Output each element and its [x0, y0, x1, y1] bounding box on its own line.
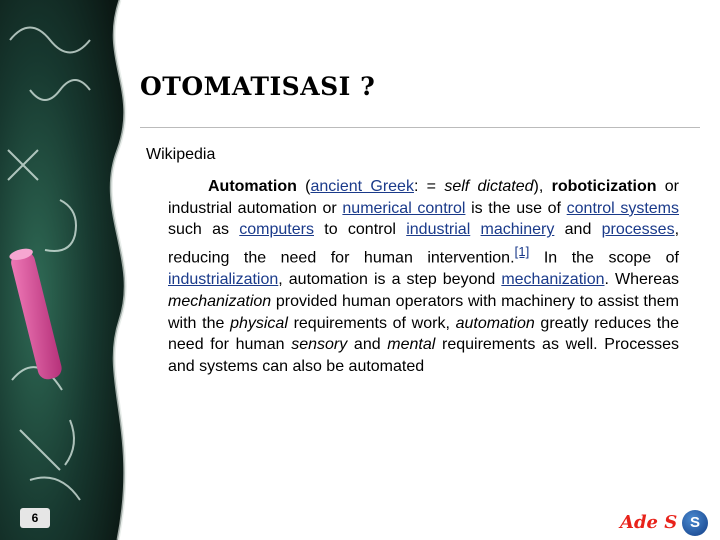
source-label: Wikipedia — [146, 146, 216, 163]
link-industrial[interactable]: industrial — [406, 221, 471, 239]
slide-title: OTOMATISASI ? — [140, 72, 376, 101]
text-span-italic: physical — [230, 314, 288, 332]
link-machinery[interactable]: machinery — [480, 221, 555, 239]
chalkboard-graphic — [0, 0, 150, 540]
page-number: 6 — [20, 508, 50, 528]
link-ancient-greek[interactable]: ancient Greek — [310, 178, 414, 195]
text-span: and — [347, 336, 388, 354]
text-span: requirements as well. Processes and systems can also be automated — [168, 336, 679, 375]
text-span: , reducing the need for human intervention. — [168, 221, 680, 267]
text-span-italic: sensory — [291, 336, 348, 354]
link-industrialization[interactable]: industrialization — [168, 271, 279, 289]
term-roboticization: roboticization — [551, 178, 657, 195]
link-control-systems[interactable]: control systems — [566, 199, 680, 217]
title-divider — [140, 127, 700, 128]
text-span: ( — [296, 178, 311, 195]
text-span-italic: automation — [455, 314, 535, 332]
text-span: In the scope of — [529, 249, 679, 267]
text-span: . Whereas — [604, 271, 679, 289]
author-signature: Ade S — [620, 512, 678, 533]
link-processes[interactable]: processes — [601, 221, 675, 239]
chalkboard-background — [0, 0, 150, 540]
text-span: requirements of work, — [287, 314, 456, 332]
text-span-italic: self dictated — [444, 178, 534, 195]
body-paragraph — [168, 176, 679, 378]
text-span: : = — [413, 178, 445, 195]
text-span — [470, 221, 480, 238]
link-mechanization[interactable]: mechanization — [501, 271, 605, 289]
text-span: and — [554, 221, 602, 239]
link-computers[interactable]: computers — [239, 221, 314, 239]
text-span: ), — [533, 178, 552, 195]
text-span: is the use of — [465, 199, 567, 217]
text-span-italic: mechanization — [168, 292, 272, 310]
citation-link[interactable]: [1] — [514, 244, 530, 260]
text-span-italic: mental — [387, 336, 436, 354]
text-span: provided human operators with machinery to assist them with the — [168, 292, 679, 332]
nav-button[interactable]: S — [682, 510, 708, 536]
text-span: greatly reduces the need for human — [168, 314, 679, 354]
text-span: such as — [168, 221, 240, 239]
term-automation: Automation — [208, 178, 297, 195]
link-numerical-control[interactable]: numerical control — [342, 199, 466, 217]
text-span: , automation is a step beyond — [278, 271, 502, 289]
text-span: or industrial automation or — [168, 178, 680, 217]
text-span: to control — [313, 221, 407, 239]
